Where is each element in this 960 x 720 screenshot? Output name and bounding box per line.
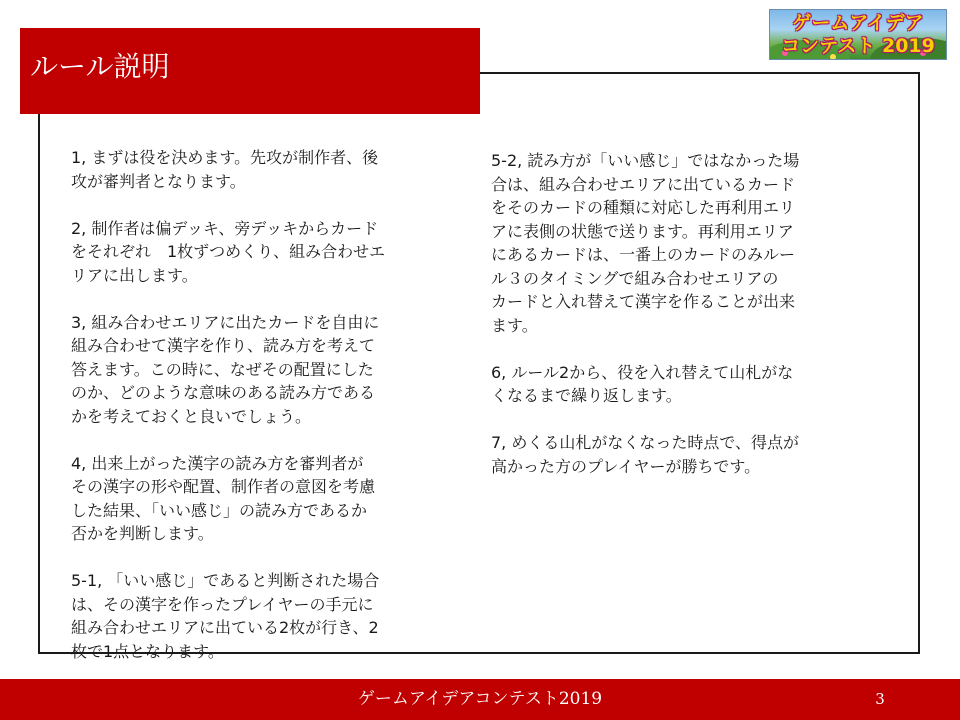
page-number: 3 [875, 690, 885, 708]
rules-left-column [71, 146, 446, 687]
footer-title: ゲームアイデアコンテスト2019 [357, 689, 603, 709]
rules-right-column [491, 149, 871, 502]
rule-5-2: 5-2, 読み方が「いい感じ」ではなかった場 合は、組み合わせエリアに出ているカード をそのカードの種類に対応した再利用エリ アに表側の状態で送ります。再利用エリア にあるカードは、一番上のカードのみルー ル３のタイミングで組み合わせエリアの カードと入れ替えて漢字を作ることが出来 ます。 [491, 151, 800, 335]
rule-3: 3, 組み合わせエリアに出たカードを自由に 組み合わせて漢字を作り、読み方を考えて 答えます。この時に、なぜその配置にした のか、どのような意味のある読み方である かを考えておくと良いでしょう。 [71, 312, 380, 426]
rule-2: 2, 制作者は偏デッキ、旁デッキからカード をそれぞれ 1枚ずつめくり、組み合わせエ リアに出します。 [71, 218, 386, 285]
rule-4: 4, 出来上がった漢字の読み方を審判者が その漢字の形や配置、制作者の意図を考慮 した結果、「いい感じ」の読み方であるか 否かを判断します。 [71, 453, 376, 543]
logo-text-line2: コンテスト 2019 [781, 35, 935, 57]
footer-bar [0, 679, 960, 720]
rule-5-1: 5-1, 「いい感じ」であると判断された場合 は、その漢字を作ったプレイヤーの手元に 組み合わせエリアに出ている2枚が行き、2 枚で1点となります。 [71, 571, 380, 661]
rule-1: 1, まずは役を決めます。先攻が制作者、後 攻が審判者となります。 [71, 148, 379, 191]
logo-text-line1: ゲームアイデア [792, 12, 924, 34]
contest-logo [769, 9, 947, 60]
slide-title: ルール説明 [30, 50, 170, 83]
rule-6: 6, ルール2から、役を入れ替えて山札がな くなるまで繰り返します。 [491, 362, 794, 405]
rule-7: 7, めくる山札がなくなった時点で、得点が 高かった方のプレイヤーが勝ちです。 [491, 433, 800, 476]
